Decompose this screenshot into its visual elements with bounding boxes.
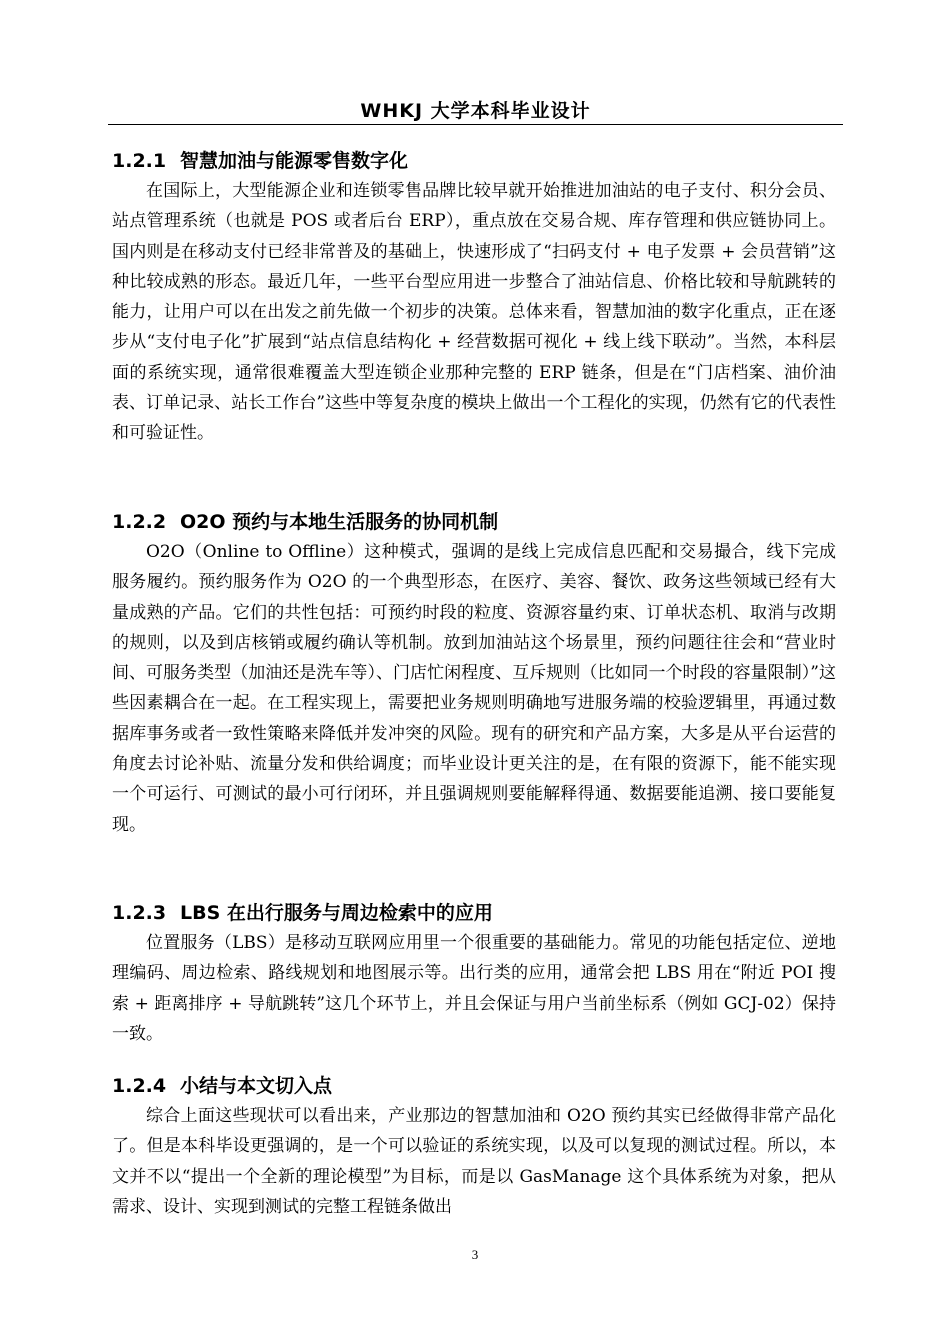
section-number: 1.2.2 (112, 511, 167, 533)
section-paragraph: 位置服务（LBS）是移动互联网应用里一个很重要的基础能力。常见的功能包括定位、逆地理编码、周边检索、路线规划和地图展示等。出行类的应用，通常会把 LBS 用在“附近 POI 搜索 + 距离排序 + 导航跳转”这几个环节上，并且会保证与用户当前坐标系（例如 GCJ-02）保持一致。 (112, 933, 836, 1044)
section-paragraph: 综合上面这些现状可以看出来，产业那边的智慧加油和 O2O 预约其实已经做得非常产品化了。但是本科毕设更强调的，是一个可以验证的系统实现，以及可以复现的测试过程。所以，本文并不以“提出一个全新的理论模型”为目标，而是以 GasManage 这个具体系统为对象，把从需求、设计、实现到测试的完整工程链条做出 (112, 1106, 836, 1217)
section-heading (112, 898, 836, 928)
section-1-2-3 (112, 898, 836, 1049)
section-paragraph: O2O（Online to Offline）这种模式，强调的是线上完成信息匹配和交易撮合，线下完成服务履约。预约服务作为 O2O 的一个典型形态，在医疗、美容、餐饮、政务这些领域已经有大量成熟的产品。它们的共性包括：可预约时段的粒度、资源容量约束、订单状态机、取消与改期的规则，以及到店核销或履约确认等机制。放到加油站这个场景里，预约问题往往会和“营业时间、可服务类型（加油还是洗车等）、门店忙闲程度、互斥规则（比如同一个时段的容量限制）”这些因素耦合在一起。在工程实现上，需要把业务规则明确地写进服务端的校验逻辑里，再通过数据库事务或者一致性策略来降低并发冲突的风险。现有的研究和产品方案，大多是从平台运营的角度去讨论补贴、流量分发和供给调度；而毕业设计更关注的是，在有限的资源下，能不能实现一个可运行、可测试的最小可行闭环，并且强调规则要能解释得通、数据要能追溯、接口要能复现。 (112, 542, 836, 835)
section-number: 1.2.3 (112, 902, 167, 924)
section-number: 1.2.1 (112, 150, 167, 172)
section-title: LBS 在出行服务与周边检索中的应用 (180, 902, 493, 924)
section-heading (112, 1071, 836, 1101)
section-1-2-4 (112, 1071, 836, 1222)
section-1-2-1 (112, 146, 836, 449)
section-paragraph: 在国际上，大型能源企业和连锁零售品牌比较早就开始推进加油站的电子支付、积分会员、站点管理系统（也就是 POS 或者后台 ERP），重点放在交易合规、库存管理和供应链协同上。国内则是在移动支付已经非常普及的基础上，快速形成了“扫码支付 + 电子发票 + 会员营销”这种比较成熟的形态。最近几年，一些平台型应用进一步整合了油站信息、价格比较和导航跳转的能力，让用户可以在出发之前先做一个初步的决策。总体来看，智慧加油的数字化重点，正在逐步从“支付电子化”扩展到“站点信息结构化 + 经营数据可视化 + 线上线下联动”。当然，本科层面的系统实现，通常很难覆盖大型连锁企业那种完整的 ERP 链条，但是在“门店档案、油价油表、订单记录、站长工作台”这些中等复杂度的模块上做出一个工程化的实现，仍然有它的代表性和可验证性。 (112, 181, 836, 444)
header-divider (108, 124, 843, 125)
section-heading (112, 146, 836, 176)
section-title: 小结与本文切入点 (180, 1075, 333, 1097)
section-heading (112, 507, 836, 537)
page-number: 3 (471, 1247, 479, 1262)
section-title: 智慧加油与能源零售数字化 (180, 150, 409, 172)
section-title: O2O 预约与本地生活服务的协同机制 (180, 511, 499, 533)
section-1-2-2 (112, 507, 836, 840)
page-header-title: WHKJ 大学本科毕业设计 (360, 100, 591, 122)
section-number: 1.2.4 (112, 1075, 167, 1097)
